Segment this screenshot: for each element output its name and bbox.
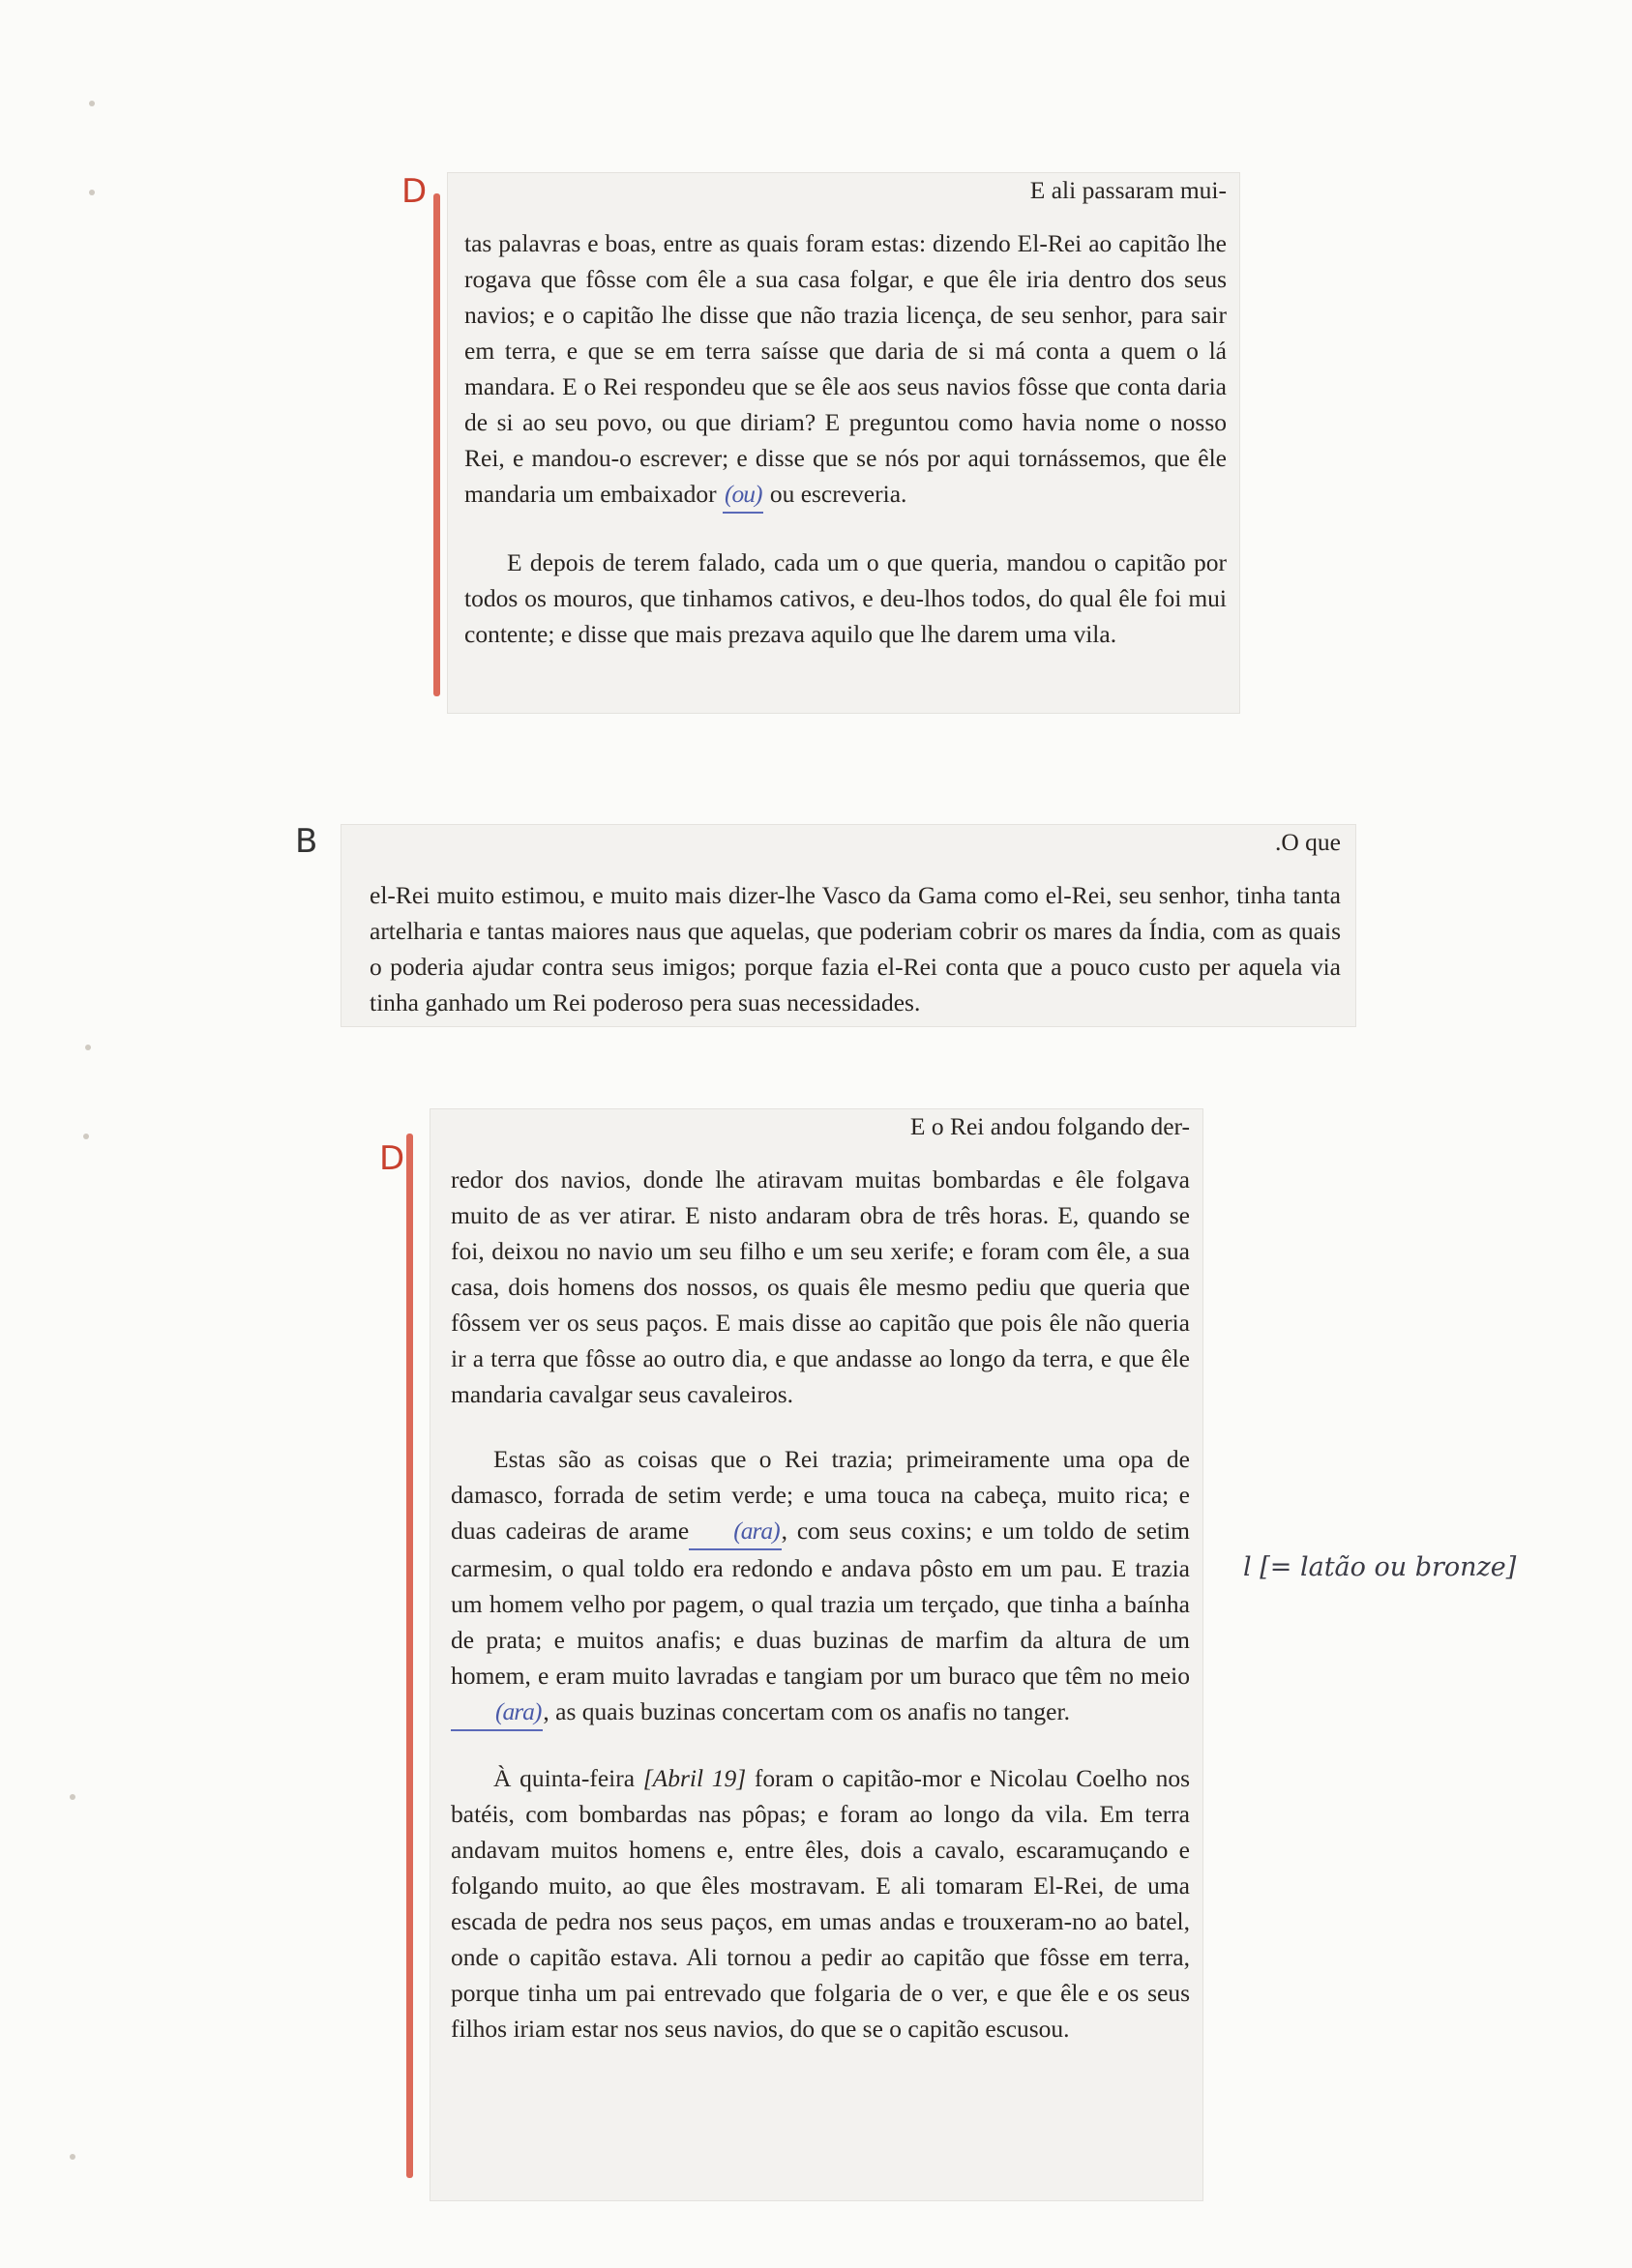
clip3-paragraph-2: [451, 1441, 1190, 1731]
margin-dot: [83, 1134, 89, 1139]
clip3-p2b: , com seus coxins; e um toldo de setim carmesim, o qual toldo era redondo e andava pôsto em um pau. E trazia um homem velho por pagem, o qual trazia um terçado, que tinha a baínha de prata; e muitos anafis; e duas buzinas de marfim da altura de um homem, e eram muito lavradas e tangiam por um buraco que têm no meio: [451, 1517, 1190, 1690]
clip1-paragraph-1: [464, 225, 1227, 514]
margin-mark-clip2: B: [295, 822, 318, 861]
clipping-3: [430, 1108, 1203, 2201]
margin-dot: [70, 2154, 75, 2160]
margin-dot: [89, 190, 95, 195]
handwritten-note: l [= latão ou bronze]: [1243, 1552, 1517, 1582]
clip3-p2c: , as quais buzinas concertam com os anafis no tanger.: [543, 1697, 1070, 1725]
margin-mark-clip3: D: [379, 1139, 405, 1178]
clip3-p2a: Estas são as coisas que o Rei trazia; primeiramente uma opa de damasco, forrada de setim verde; e uma touca na cabeça, muito rica; e duas cadeiras de arame: [451, 1445, 1190, 1545]
margin-dot: [70, 1794, 75, 1800]
clipping-2: [341, 824, 1356, 1027]
clip3-paragraph-3: [451, 1760, 1190, 2047]
clip3-paragraph-1: redor dos navios, donde lhe atiravam muitas bombardas e êle folgava muito de as ver atirar. E nisto andaram obra de três horas. E, quando se foi, deixou no navio um seu filho e um seu xerife; e foram com êle, a sua casa, dois homens dos nossos, os quais êle mesmo pediu que queria que fôssem ver os seus paços. E mais disse ao capitão que pois êle não queria ir a terra que fôsse ao outro dia, e que andasse ao longo da terra, e que êle mandaria cavalgar seus cavaleiros.: [451, 1165, 1190, 1408]
margin-mark-clip1: D: [401, 172, 428, 211]
clip1-paragraph-2: E depois de terem falado, cada um o que queria, mandou o capitão por todos os mouros, que tinhamos cativos, e deu-lhos todos, do qual êle foi mui contente; e disse que mais prezava aquilo que lhe darem uma vila.: [464, 548, 1227, 648]
clip2-lead: .O que: [1275, 828, 1341, 856]
margin-dot: [85, 1045, 91, 1050]
clip1-p1-text: tas palavras e boas, entre as quais foram estas: dizendo El-Rei ao capitão lhe rogava que fôsse com êle a sua casa folgar, e que êle iria dentro dos seus navios; e o capitão lhe disse que não trazia licença, de seu senhor, para sair em terra, e que se em terra saísse que daria de si má conta a quem o lá mandara. E o Rei respondeu que se êle aos seus navios fôsse que conta daria de si ao seu povo, ou que diriam? E preguntou como havia nome o nosso Rei, e mandou-o escrever; e disse que se nós por aqui tornássemos, que êle mandaria um embaixador: [464, 229, 1227, 508]
ink-correction: (ara): [689, 1513, 781, 1550]
clip1-lead: E ali passaram mui-: [1029, 176, 1227, 204]
clip3-date: [Abril 19]: [642, 1764, 747, 1792]
clip3-lead: E o Rei andou folgando der-: [909, 1112, 1190, 1140]
clip3-p3b: foram o capitão-mor e Nicolau Coelho nos batéis, com bombardas nas pôpas; e foram ao longo da vila. Em terra andavam muitos homens e, entre êles, dois a cavalo, escaramuçando e folgando muito, ao que êles mostravam. E ali tomaram El-Rei, de uma escada de pedra nos seus paços, em umas andas e trouxeram-no ao batel, onde o capitão estava. Ali tornou a pedir ao capitão que fôsse em terra, porque tinha um pai entrevado que folgaria de o ver, e que êle e os seus filhos iriam estar nos seus navios, do que se o capitão escusou.: [451, 1764, 1190, 2043]
ink-correction: (ou): [723, 476, 763, 514]
red-bar-clip3: [406, 1134, 413, 2178]
clipping-1: [447, 172, 1240, 714]
clip3-p3a: À quinta-feira: [493, 1764, 643, 1792]
red-bar-clip1: [433, 193, 440, 696]
ink-correction: (ara): [451, 1694, 543, 1731]
clip1-p1-end: ou escreveria.: [769, 480, 907, 508]
clip2-paragraph-1: el-Rei muito estimou, e muito mais dizer-lhe Vasco da Gama como el-Rei, seu senhor, tinha tanta artelharia e tantas maiores naus que aquelas, que poderiam cobrir os mares da Índia, com as quais o poderia ajudar contra seus imigos; porque fazia el-Rei conta que a pouco custo per aquela via tinha ganhado um Rei poderoso pera suas necessidades.: [370, 881, 1341, 1016]
margin-dot: [89, 101, 95, 106]
